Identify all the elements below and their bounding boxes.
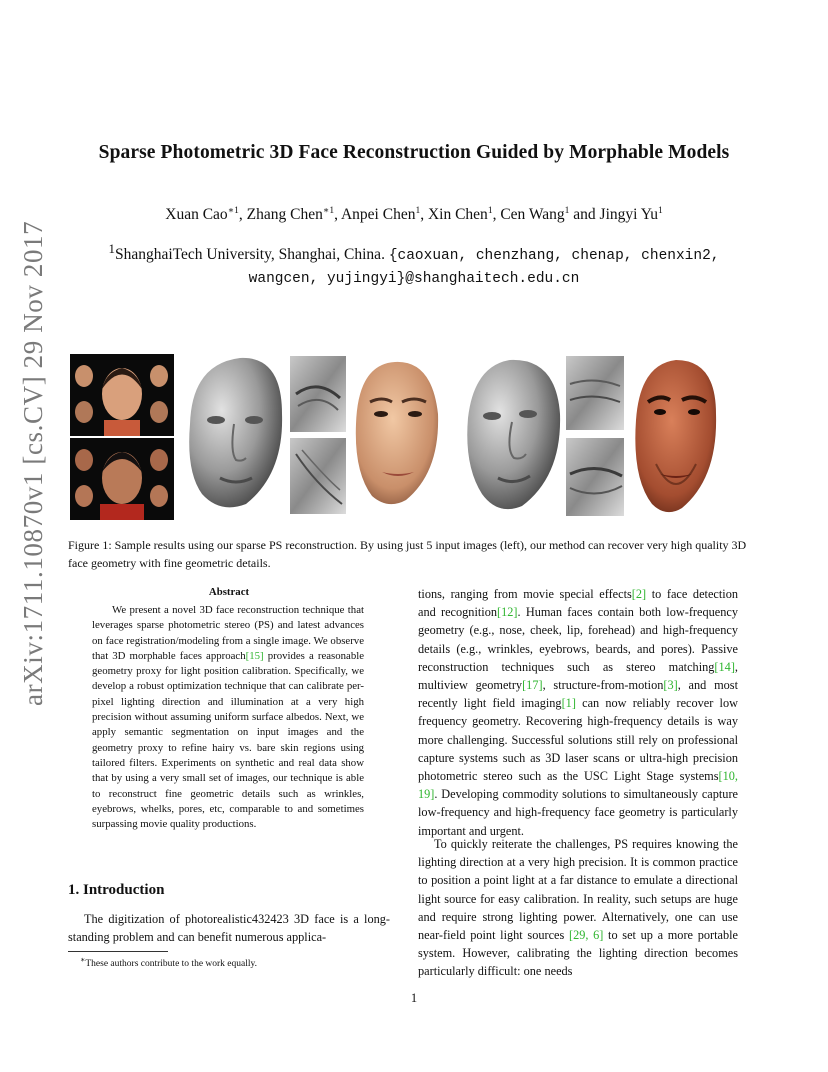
section-heading-introduction: 1. Introduction (68, 882, 165, 898)
author-affiliation-mark: 1 (564, 206, 570, 216)
affiliation (60, 238, 768, 290)
citation-link[interactable]: [3] (663, 678, 678, 693)
citation-link[interactable]: [1] (561, 696, 576, 711)
introduction-paragraph: The digitization of photorealistic432423 3D face is a long-standing problem and can benefit numerous applica- (68, 912, 390, 945)
emails-line-2: wangcen, yujingyi}@shanghaitech.edu.cn (248, 271, 580, 288)
figure-1-caption: Figure 1: Sample results using our sparse PS reconstruction. By using just 5 input images (left), our method can recover very high quality 3D face geometry with fine geometric details. (68, 538, 747, 570)
detail-crops-woman (290, 356, 346, 514)
citation-link[interactable]: [14] (714, 659, 735, 674)
emails-line-1: {caoxuan, chenzhang, chenap, chenxin2, (388, 248, 720, 265)
citation-link[interactable]: [12] (497, 605, 518, 620)
abstract-heading: Abstract (208, 586, 250, 598)
right-column-paragraph-2 (418, 835, 738, 981)
author-list: Xuan Cao$^{∗1}$, Zhang Chen$^{∗1}$, Anpei Chen$^1$, Xin Chen$^1$, Cen Wang$^1$ and Jingyi Yu$^1$ (165, 206, 663, 224)
geometry-render-woman (189, 358, 282, 507)
paragraph-text: , multiview geometry (418, 659, 738, 693)
author-name: Xuan Cao (165, 206, 228, 224)
abstract-body (92, 603, 364, 832)
photo-grid-man (70, 438, 174, 520)
arxiv-sidebar (16, 220, 50, 706)
paragraph-text: can now reliably recover low frequency geometry. Recovering high-frequency details is way more challenging. Successful solutions still rely on professional capture systems such as 3D laser scans or ultra-high precision photometric stereo such as the USC Light Stage systems (418, 696, 739, 784)
figure-1 (70, 354, 736, 520)
right-column-paragraph-1 (418, 585, 738, 840)
paragraph-text: , and most recently light field imaging (418, 678, 738, 711)
author-name: Zhang Chen (246, 206, 323, 224)
citation-link[interactable]: [17] (522, 678, 543, 693)
footnote-rule (68, 951, 168, 952)
author-affiliation-mark: 1 (657, 206, 663, 216)
arxiv-identifier: arXiv:1711.10870v1 [cs.CV] 29 Nov 2017 (18, 220, 48, 706)
paragraph-text: . Human faces contain both low-frequency geometry (e.g., nose, cheek, lip, forehead) and high-frequency details (e.g., wrinkles, eyebrows, beards, and pores). Passive reconstruction techniques such as stereo matching (418, 605, 738, 674)
textured-face-man (635, 360, 716, 512)
affiliation-sup: 1 (108, 241, 115, 256)
detail-crops-man (566, 356, 624, 516)
institution: ShanghaiTech University, Shanghai, China. (114, 246, 385, 264)
paragraph-text: tions, ranging from movie special effects (418, 587, 632, 601)
paragraph-text: to set up a more portable system. However, calibrating the lighting direction becomes particularly difficult: one needs (418, 928, 738, 979)
textured-face-woman (356, 362, 438, 504)
paragraph-text: , structure-from-motion (542, 678, 664, 693)
photo-grid-woman (70, 354, 174, 436)
page-number: 1 (410, 991, 418, 1005)
author-name: Jingyi Yu (599, 206, 658, 224)
author-name: Cen Wang (500, 206, 565, 224)
footnote (80, 955, 257, 969)
citation-link[interactable]: [10, 19] (418, 769, 738, 802)
footnote-mark: ∗ (80, 955, 86, 964)
citation-link[interactable]: [15] (245, 649, 264, 662)
author-affiliation-mark: ∗1 (322, 206, 335, 216)
abstract-text: We present a novel 3D face reconstruction technique that leverages sparse photometric stereo (PS) and latest advances on face registration/modeling from a single image. We observe that 3D morphable faces approach (92, 604, 364, 662)
paragraph-text: . Developing commodity solutions to simultaneously capture low-frequency and high-frequency face geometry is particularly important and urgent. (418, 787, 738, 838)
figure-1-image (70, 354, 736, 520)
abstract-text: provides a reasonable geometry proxy for light position calibration. Specifically, we develop a robust optimization technique that can calibrate per-pixel lighting direction and illumination at a very high precision without assuming uniform surface albedos. Next, we apply semantic segmentation on input images and the geometry proxy to refine hairy vs. bare skin regions using tailored filters. Experiments on synthetic and real data show that by using a very small set of images, our technique is able to reconstruct fine geometric details such as wrinkles, eyebrows, whelks, pores, etc, comparable to and sometimes surpassing movie quality productions. (92, 649, 365, 831)
citation-link[interactable]: [29, 6] (568, 928, 604, 943)
citation-link[interactable]: [2] (631, 587, 647, 601)
author-affiliation-mark: 1 (487, 206, 493, 216)
author-affiliation-mark: 1 (415, 206, 421, 216)
geometry-render-man (467, 360, 560, 509)
paragraph-text: to face detection and recognition (418, 587, 738, 620)
footnote-text: These authors contribute to the work equally. (85, 959, 258, 970)
author-affiliation-mark: ∗1 (227, 206, 239, 216)
author-name: Anpei Chen (340, 206, 416, 224)
paper-title: Sparse Photometric 3D Face Reconstruction Guided by Morphable Models (98, 142, 730, 163)
author-name: Xin Chen (427, 206, 488, 224)
paragraph-text: To quickly reiterate the challenges, PS requires knowing the lighting direction at a very high precision. It is common practice to position a point light at a far distance to emulate a directional light source for easy calibration. In reality, such setups are huge and require strong lighting power. Alternatively, one can use near-field point light sources (418, 837, 738, 943)
